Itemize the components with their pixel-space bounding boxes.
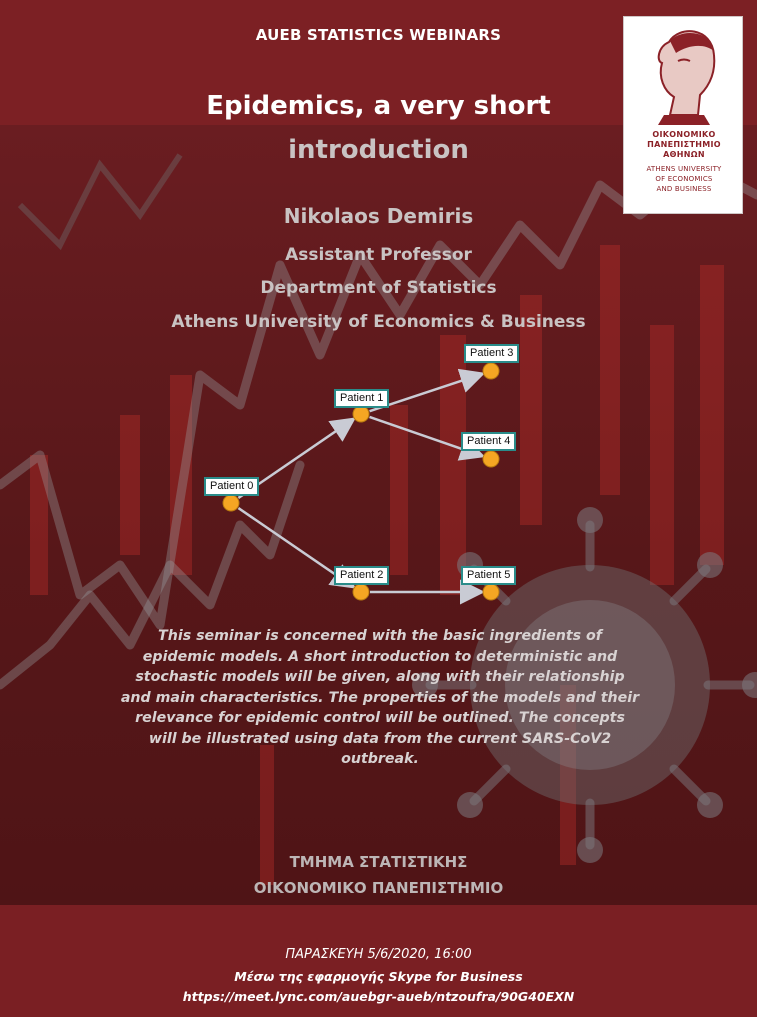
patient-node (223, 495, 239, 511)
organizer-department: ΤΜΗΜΑ ΣΤΑΤΙΣΤΙΚΗΣ (289, 853, 468, 871)
logo-greek-line: ΠΑΝΕΠΙΣΤΗΜΙΟ (647, 140, 721, 149)
logo-greek-line: ΟΙΚΟΝΟΜΙΚΟ (652, 130, 716, 139)
patient-node (483, 451, 499, 467)
event-date: ΠΑΡΑΣΚΕΥΗ 5/6/2020, 16:00 (285, 947, 472, 962)
patient-node (483, 584, 499, 600)
patient-label: Patient 4 (461, 432, 516, 451)
abstract-text: This seminar is concerned with the basic ingredients of epidemic models. A short introduction to deterministic and stochastic models will be given, along with their relationship and main characteristics. The properties of the models and their relevance for epidemic control will be outlined. The concepts will be illustrated using data from the current SARS-CoV2 outbreak. (120, 628, 640, 767)
patient-label: Patient 1 (334, 389, 389, 408)
patient-label: Patient 0 (204, 477, 259, 496)
talk-subtitle: introduction (288, 135, 469, 165)
patient-label: Patient 3 (464, 344, 519, 363)
logo-english-line: OF ECONOMICS (655, 175, 713, 183)
talk-title: Epidemics, a very short (206, 91, 551, 121)
webinar-series-title: AUEB STATISTICS WEBINARS (255, 26, 502, 44)
patient-node (353, 584, 369, 600)
organizer-university: ΟΙΚΟΝΟΜΙΚΟ ΠΑΝΕΠΙΣΤΗΜΙΟ (253, 879, 504, 897)
speaker-name: Nikolaos Demiris (283, 204, 474, 228)
patient-node (353, 406, 369, 422)
logo-greek-line: ΑΘΗΝΩΝ (663, 150, 705, 159)
patient-label: Patient 2 (334, 566, 389, 585)
speaker-position: Assistant Professor (285, 245, 472, 265)
logo-english-line: ATHENS UNIVERSITY (646, 165, 722, 173)
patient-node (483, 363, 499, 379)
speaker-department: Department of Statistics (260, 278, 497, 298)
meeting-link[interactable]: https://meet.lync.com/auebgr-aueb/ntzoufra/90G40EXN (182, 989, 575, 1004)
speaker-university: Athens University of Economics & Business (171, 312, 586, 332)
event-platform: Μέσω της εφαρμογής Skype for Business (234, 969, 523, 984)
patient-label: Patient 5 (461, 566, 516, 585)
logo-english-line: AND BUSINESS (656, 185, 712, 193)
